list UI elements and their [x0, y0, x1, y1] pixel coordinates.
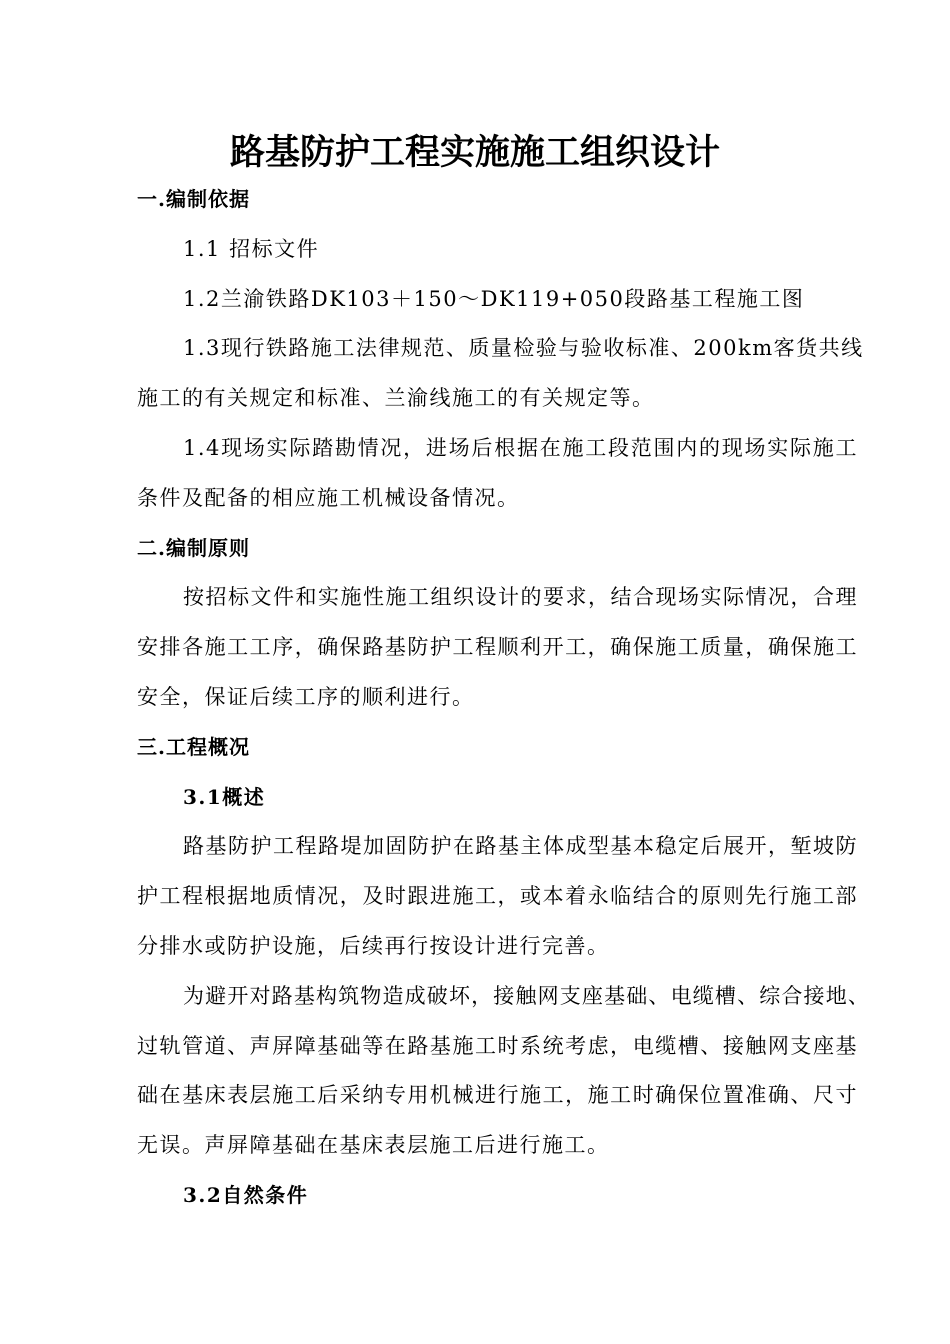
paragraph	[137, 424, 858, 524]
paragraph-line: 过轨管道、声屏障基础等在路基施工时系统考虑，电缆槽、接触网支座基	[137, 1033, 858, 1058]
section-heading-basis: 一.编制依据	[137, 187, 250, 211]
paragraph-line: 条件及配备的相应施工机械设备情况。	[137, 485, 520, 510]
paragraph	[137, 275, 858, 325]
subsection-heading-natural-conditions: 3.2自然条件	[183, 1182, 309, 1207]
paragraph-line: 无误。声屏障基础在基床表层施工后进行施工。	[137, 1133, 610, 1158]
paragraph-line: 施工的有关规定和标准、兰渝线施工的有关规定等。	[137, 386, 655, 411]
paragraph-line: 路基防护工程路堤加固防护在路基主体成型基本稳定后展开，堑坡防	[183, 834, 858, 859]
paragraph-line: 1.1 招标文件	[183, 236, 320, 261]
paragraph-line: 安排各施工工序，确保路基防护工程顺利开工，确保施工质量，确保施工	[137, 635, 858, 660]
section-heading-overview: 三.工程概况	[137, 734, 250, 759]
paragraph-line: 安全，保证后续工序的顺利进行。	[137, 684, 475, 709]
paragraph-line: 护工程根据地质情况，及时跟进施工，或本着永临结合的原则先行施工部	[137, 884, 858, 909]
paragraph	[137, 822, 858, 971]
subsection-heading-summary: 3.1概述	[183, 784, 266, 809]
paragraph-line: 1.4现场实际踏勘情况，进场后根据在施工段范围内的现场实际施工	[183, 435, 858, 460]
document-body	[137, 175, 870, 1221]
section-heading-principles: 二.编制原则	[137, 535, 250, 560]
paragraph-line: 按招标文件和实施性施工组织设计的要求，结合现场实际情况，合理	[183, 585, 858, 610]
paragraph	[137, 573, 858, 722]
paragraph	[137, 324, 864, 424]
paragraph	[137, 972, 870, 1171]
paragraph-line: 为避开对路基构筑物造成破坏，接触网支座基础、电缆槽、综合接地、	[183, 983, 870, 1008]
paragraph-line: 1.2兰渝铁路DK103＋150～DK119+050段路基工程施工图	[183, 286, 805, 311]
paragraph-line: 分排水或防护设施，后续再行按设计进行完善。	[137, 933, 610, 958]
paragraph-line: 础在基床表层施工后采纳专用机械进行施工，施工时确保位置准确、尺寸	[137, 1083, 858, 1108]
paragraph	[137, 225, 858, 275]
document-title: 路基防护工程实施施工组织设计	[229, 132, 720, 173]
paragraph-line: 1.3现行铁路施工法律规范、质量检验与验收标准、200km客货共线	[183, 336, 864, 361]
